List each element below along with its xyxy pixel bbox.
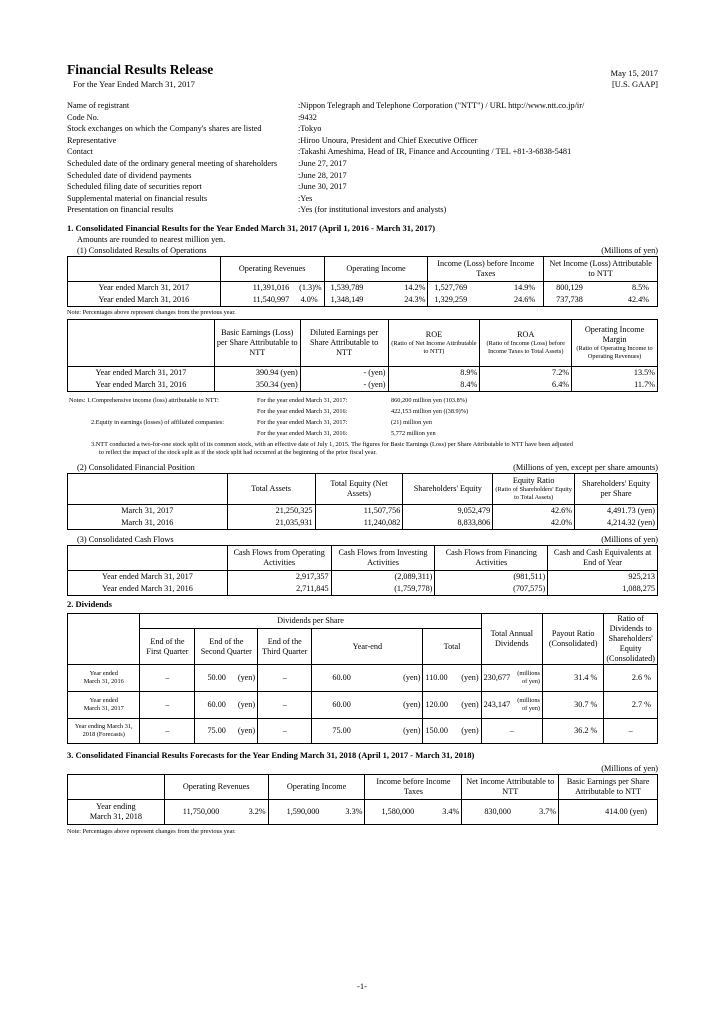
q1-dividend-cell: –: [140, 691, 195, 718]
registrant-label: Code No.: [67, 112, 99, 122]
page-title: Financial Results Release: [67, 62, 214, 77]
registrant-label: Name of registrant: [67, 101, 130, 110]
dividend-ratio-cell: –: [604, 718, 658, 743]
cashflow-title: (3) Consolidated Cash Flows: [77, 534, 174, 544]
page-number: -1-: [357, 981, 367, 991]
row-label: Year ended March 31, 2016: [68, 583, 228, 596]
gaap-label: [U.S. GAAP]: [611, 79, 658, 89]
registrant-value: :Yes (for institutional investors and analysts): [298, 205, 447, 215]
q2-dividend-cell: 60.00 (yen): [195, 691, 258, 718]
position-subheading: [77, 462, 658, 473]
registrant-value: :Nippon Telegraph and Telephone Corporation ("NTT") / URL http://www.ntt.co.jp/ir/: [298, 101, 585, 110]
table-cell: 2,917,357: [227, 570, 331, 583]
registrant-value: :June 28, 2017: [298, 170, 347, 180]
total-dividend-cell: 110.00 (yen): [423, 664, 481, 691]
notes-block: [67, 397, 658, 457]
year-end-dividend-cell: 60.00 (yen): [312, 691, 423, 718]
table-row: [68, 664, 658, 691]
note-row: 2.Equity in earnings (losses) of affiliated companies: For the year ended March 31, 2017: (21) million yen: [91, 418, 432, 426]
release-date: May 15, 2017: [610, 68, 658, 78]
shareholders-equity-cell: 8,833,806: [403, 517, 493, 530]
table-row: [68, 718, 658, 743]
table-header: Income before Income Taxes: [365, 774, 462, 799]
table-header: Cash Flows from Financing Activities: [435, 545, 548, 570]
table-cell: 2,711,845: [227, 583, 331, 596]
cash-flows-table: [67, 545, 658, 596]
registrant-label: Stock exchanges on which the Company's shares are listed: [67, 124, 262, 134]
registrant-row: [67, 204, 658, 216]
table-header-row: [68, 613, 658, 628]
table-header: End of the Third Quarter: [258, 629, 312, 665]
table-cell: (1,759,778): [331, 583, 435, 596]
annual-dividend-cell: –: [481, 718, 542, 743]
table-header: Basic Earnings (Loss) per Share Attributable to NTT: [214, 319, 300, 366]
margin-cell: 11.7%: [572, 379, 658, 392]
table-header: Diluted Earnings per Share Attributable to NTT: [300, 319, 388, 366]
roe-cell: 8.9%: [388, 366, 480, 379]
position-unit: (Millions of yen, except per share amounts): [513, 462, 658, 472]
table-header: End of the Second Quarter: [195, 629, 258, 665]
table-cell: (981,511): [435, 570, 548, 583]
registrant-row: [67, 170, 658, 182]
dividends-table: [67, 613, 658, 744]
table-cell: 1,539,789 14.2%: [324, 281, 428, 294]
registrant-label: Contact: [67, 147, 93, 157]
ops-pct-note: Note: Percentages above represent changes from the previous year.: [67, 308, 236, 316]
forecast-note: Note: Percentages above represent changes from the previous year.: [67, 827, 236, 835]
equity-per-share-cell: 4,214.32 (yen): [575, 517, 658, 530]
row-label: Year ending March 31, 2018 (Forecasts): [68, 718, 140, 743]
release-date-block: [611, 68, 658, 90]
table-cell: 1,348,149 24.3%: [324, 294, 428, 307]
table-header: Operating Income Margin (Ratio of Operating Income to Operating Revenues): [572, 319, 658, 366]
table-row: [68, 799, 658, 824]
table-header: ROE (Ratio of Net Income Attributable to NTT): [388, 319, 480, 366]
table-cell: 800,129 8.5%: [544, 281, 658, 294]
table-header: Shareholders' Equity per Share: [575, 473, 658, 504]
table-header: Net Income Attributable to NTT: [462, 774, 559, 799]
section2-title: 2. Dividends: [67, 598, 112, 609]
registrant-label: Scheduled date of dividend payments: [67, 170, 192, 180]
table-header-row: [68, 256, 658, 281]
table-cell: 11,750,000 3.2%: [164, 799, 268, 824]
equity-per-share-cell: 4,491.73 (yen): [575, 504, 658, 517]
table-cell: 737,738 42.4%: [544, 294, 658, 307]
registrant-row: [67, 123, 658, 135]
total-equity-cell: 11,240,082: [315, 517, 403, 530]
registrant-row: [67, 100, 658, 112]
total-assets-cell: 21,250,325: [227, 504, 315, 517]
registrant-info: [67, 100, 658, 216]
registrant-row: [67, 193, 658, 205]
annual-dividend-cell: 243,147 (millions of yen): [481, 691, 542, 718]
table-header-blank: [68, 613, 140, 664]
registrant-value: :June 30, 2017: [298, 182, 347, 192]
total-assets-cell: 21,035,931: [227, 517, 315, 530]
note-row: to reflect the impact of the stock split as if the stock split had occurred at the beginning of the prior fiscal year.: [99, 448, 377, 456]
table-header-row: [68, 545, 658, 570]
table-header: Operating Revenues: [164, 774, 268, 799]
registrant-value: :June 27, 2017: [298, 158, 347, 168]
table-header: Operating Revenues: [220, 256, 324, 281]
total-dividend-cell: 150.00 (yen): [423, 718, 481, 743]
year-end-dividend-cell: 75.00 (yen): [312, 718, 423, 743]
q3-dividend-cell: –: [258, 718, 312, 743]
table-header: End of the First Quarter: [140, 629, 195, 665]
table-row: [68, 517, 658, 530]
registrant-value: :Yes: [298, 193, 313, 203]
table-cell: (2,089,311): [331, 570, 435, 583]
table-header: Operating Income: [268, 774, 365, 799]
table-row: [68, 504, 658, 517]
q2-dividend-cell: 75.00 (yen): [195, 718, 258, 743]
registrant-value: :Hiroo Unoura, President and Chief Executive Officer: [298, 135, 478, 145]
table-header: Ratio of Dividends to Shareholders' Equity (Consolidated): [604, 613, 658, 664]
table-cell: 1,580,000 3.4%: [365, 799, 462, 824]
row-label: Year ending March 31, 2018: [68, 799, 165, 824]
forecast-table: [67, 774, 658, 825]
registrant-row: [67, 112, 658, 124]
row-label: Year ended March 31, 2016: [68, 664, 140, 691]
registrant-row: [67, 135, 658, 147]
table-row: [68, 294, 658, 307]
table-header-row: [68, 319, 658, 366]
year-end-dividend-cell: 60.00 (yen): [312, 664, 423, 691]
roa-cell: 7.2%: [480, 366, 572, 379]
table-cell: 830,000 3.7%: [462, 799, 559, 824]
registrant-label: Supplemental material on financial results: [67, 193, 208, 203]
table-header: Income (Loss) before Income Taxes: [428, 256, 544, 281]
table-header: Cash and Cash Equivalents at End of Year: [548, 545, 658, 570]
section1-title: 1. Consolidated Financial Results for the Year Ended March 31, 2017 (April 1, 2016 - March 31, 2017): [67, 222, 436, 233]
table-header: Payout Ratio (Consolidated): [543, 613, 604, 664]
dividend-ratio-cell: 2.7 %: [604, 691, 658, 718]
table-cell: 1,527,769 14.9%: [428, 281, 544, 294]
equity-ratio-cell: 42.6%: [493, 504, 575, 517]
operations-table: [67, 256, 658, 307]
table-row: [68, 281, 658, 294]
table-cell: 1,590,000 3.3%: [268, 799, 365, 824]
table-row: [68, 379, 658, 392]
ops-title: (1) Consolidated Results of Operations: [77, 245, 207, 255]
roa-cell: 6.4%: [480, 379, 572, 392]
registrant-label: Presentation on financial results: [67, 205, 174, 215]
table-header: Year-end: [312, 629, 423, 665]
registrant-value: :9432: [298, 112, 317, 122]
registrant-label: Scheduled date of the ordinary general meeting of shareholders: [67, 158, 278, 168]
table-cell: 1,329,259 24.6%: [428, 294, 544, 307]
ops-unit: (Millions of yen): [601, 245, 658, 255]
page-subtitle: For the Year Ended March 31, 2017: [73, 79, 195, 89]
table-header: Basic Earnings per Share Attributable to NTT: [559, 774, 658, 799]
payout-ratio-cell: 36.2 %: [543, 718, 604, 743]
row-label: Year ended March 31, 2016: [68, 294, 221, 307]
forecast-subheading: [77, 763, 658, 774]
equity-ratio-cell: 42.0%: [493, 517, 575, 530]
q1-dividend-cell: –: [140, 664, 195, 691]
table-row: [68, 570, 658, 583]
table-cell: 11,391,016 (1.3)%: [220, 281, 324, 294]
table-header-blank: [68, 774, 165, 799]
table-header: Operating Income: [324, 256, 428, 281]
table-header: Dividends per Share: [140, 613, 481, 628]
table-header: ROA (Ratio of Income (Loss) before Income Taxes to Total Assets): [480, 319, 572, 366]
roe-cell: 8.4%: [388, 379, 480, 392]
table-header-blank: [68, 319, 215, 366]
registrant-row: [67, 181, 658, 193]
table-cell: 11,540,997 4.0%: [220, 294, 324, 307]
table-header: Cash Flows from Investing Activities: [331, 545, 435, 570]
basic-eps-cell: 390.94 (yen): [214, 366, 300, 379]
table-header-row: [68, 774, 658, 799]
table-header: Total Assets: [227, 473, 315, 504]
registrant-value: :Tokyo: [298, 124, 322, 134]
rounding-note: Amounts are rounded to nearest million yen.: [77, 234, 226, 244]
table-header-blank: [68, 545, 228, 570]
registrant-value: :Takashi Ameshima, Head of IR, Finance and Accounting / TEL +81-3-6838-5481: [298, 147, 572, 157]
note-row: Notes: 1.Comprehensive income (loss) attributable to NTT: For the year ended March 31, 2017: 860,200 million yen (103.8%): [69, 396, 468, 404]
note-row: For the year ended March 31, 2016: 422,153 million yen ((38.9)%): [257, 407, 469, 415]
table-header-row: [68, 473, 658, 504]
position-title: (2) Consolidated Financial Position: [77, 462, 195, 472]
q2-dividend-cell: 50.00 (yen): [195, 664, 258, 691]
table-header: Total Equity (Net Assets): [315, 473, 403, 504]
row-label: March 31, 2016: [68, 517, 228, 530]
row-label: Year ended March 31, 2017: [68, 366, 215, 379]
total-equity-cell: 11,507,756: [315, 504, 403, 517]
payout-ratio-cell: 31.4 %: [543, 664, 604, 691]
table-header: Equity Ratio (Ratio of Shareholders' Equity to Total Assets): [493, 473, 575, 504]
table-cell: 925,213: [548, 570, 658, 583]
earnings-ratio-table: [67, 319, 658, 392]
table-row: [68, 366, 658, 379]
financial-position-table: [67, 473, 658, 530]
annual-dividend-cell: 230,677 (millions of yen): [481, 664, 542, 691]
row-label: Year ended March 31, 2016: [68, 379, 215, 392]
q1-dividend-cell: –: [140, 718, 195, 743]
section3-title: 3. Consolidated Financial Results Forecasts for the Year Ending March 31, 2018 (April 1, 2017 - March 31, 2018): [67, 749, 475, 760]
table-header-blank: [68, 473, 228, 504]
registrant-label: Representative: [67, 135, 117, 145]
diluted-eps-cell: - (yen): [300, 366, 388, 379]
shareholders-equity-cell: 9,052,479: [403, 504, 493, 517]
basic-eps-cell: 350.34 (yen): [214, 379, 300, 392]
diluted-eps-cell: - (yen): [300, 379, 388, 392]
registrant-label: Scheduled filing date of securities report: [67, 182, 202, 192]
row-label: Year ended March 31, 2017: [68, 570, 228, 583]
table-header: Net Income (Loss) Attributable to NTT: [544, 256, 658, 281]
row-label: Year ended March 31, 2017: [68, 691, 140, 718]
table-row: [68, 691, 658, 718]
table-header: Cash Flows from Operating Activities: [227, 545, 331, 570]
row-label: Year ended March 31, 2017: [68, 281, 221, 294]
note-row: For the year ended March 31, 2016: 5,772 million yen: [257, 429, 436, 437]
cashflow-unit: (Millions of yen): [601, 534, 658, 544]
cashflow-subheading: [77, 534, 658, 545]
registrant-row: [67, 146, 658, 158]
row-label: March 31, 2017: [68, 504, 228, 517]
table-cell: 1,088,275: [548, 583, 658, 596]
table-row: [68, 583, 658, 596]
table-header-blank: [68, 256, 221, 281]
total-dividend-cell: 120.00 (yen): [423, 691, 481, 718]
ops-subheading: [77, 245, 658, 256]
table-cell: (707,575): [435, 583, 548, 596]
table-header: Total Annual Dividends: [481, 613, 542, 664]
registrant-row: [67, 158, 658, 170]
forecast-eps-cell: 414.00 (yen): [559, 799, 658, 824]
note-row: 3.NTT conducted a two-for-one stock split of its common stock, with an effective date of July 1, 2015. The figures for Basic Earnings (Loss) per Share Attributable to NTT have been adjusted: [91, 440, 573, 448]
margin-cell: 13.5%: [572, 366, 658, 379]
q3-dividend-cell: –: [258, 691, 312, 718]
dividend-ratio-cell: 2.6 %: [604, 664, 658, 691]
q3-dividend-cell: –: [258, 664, 312, 691]
table-header: Total: [423, 629, 481, 665]
forecast-unit: (Millions of yen): [601, 763, 658, 773]
document-page: [67, 62, 658, 836]
payout-ratio-cell: 30.7 %: [543, 691, 604, 718]
table-header: Shareholders' Equity: [403, 473, 493, 504]
